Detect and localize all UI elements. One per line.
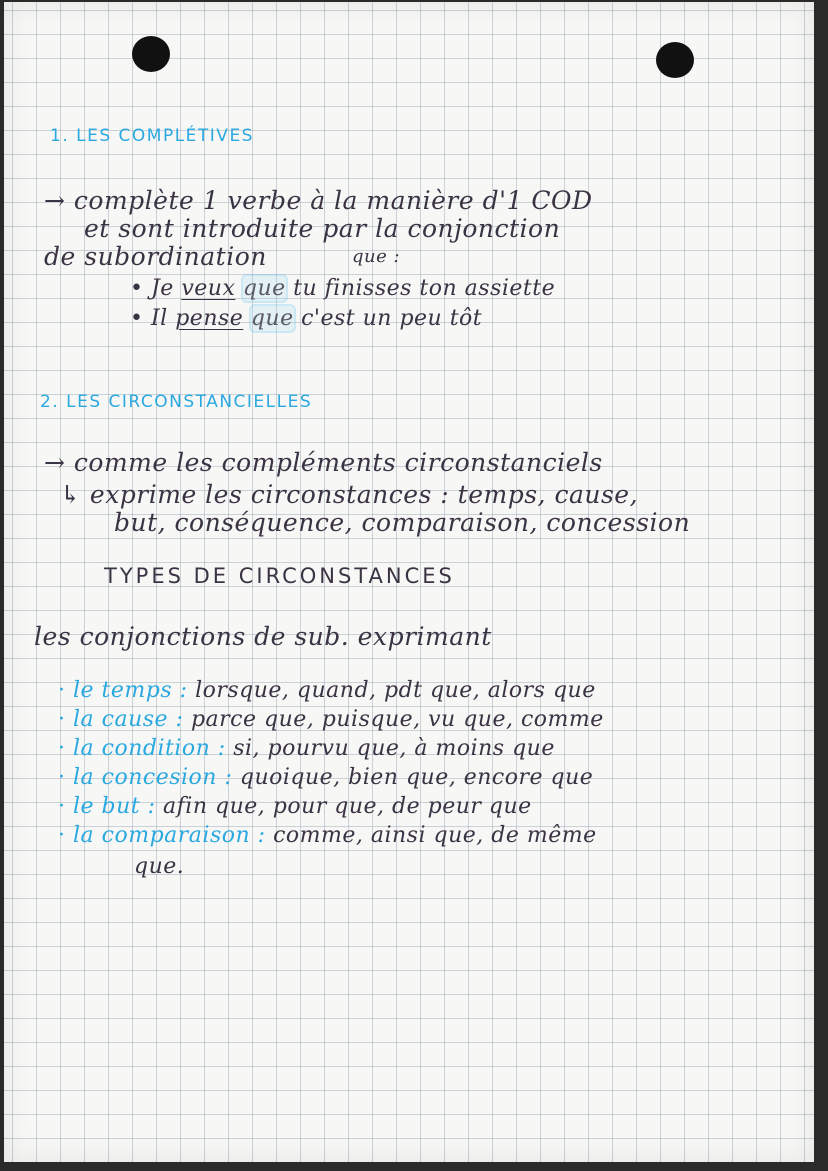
bullet: ·: [58, 678, 66, 703]
types-title: TYPES DE CIRCONSTANCES: [104, 564, 455, 588]
text-line: ↳ exprime les circonstances : temps, cause,: [60, 480, 639, 509]
bullet: •: [130, 276, 144, 301]
bullet: ·: [58, 736, 66, 761]
conjunction-item: [58, 736, 555, 761]
intro-line: les conjonctions de sub. exprimant: [34, 622, 492, 651]
conjunction-label: la concesion :: [73, 765, 233, 790]
punch-hole: [656, 42, 694, 78]
example-item: [130, 276, 555, 301]
conjunction-item: [58, 678, 596, 703]
conjunction-values: si, pourvu que, à moins que: [233, 736, 555, 761]
que-note: que :: [352, 246, 401, 267]
conjunction-item: [58, 823, 597, 848]
conjunction-values: parce que, puisque, vu que, comme: [190, 707, 604, 732]
conjunction-values: quoique, bien que, encore que: [239, 765, 594, 790]
verb: veux: [181, 276, 236, 301]
text-line: de subordination: [44, 242, 267, 271]
conjunction-label: la cause :: [73, 707, 184, 732]
conjunction-label: le temps :: [73, 678, 188, 703]
section-title-circonstancielles: 2. LES CIRCONSTANCIELLES: [40, 392, 313, 412]
que-highlight: que: [242, 276, 286, 301]
conjunction-item: [58, 765, 593, 790]
rest: tu finisses ton assiette: [293, 276, 556, 301]
subject: Il: [150, 306, 168, 331]
conjunction-values: afin que, pour que, de peur que: [163, 794, 532, 819]
conjunction-label: la comparaison :: [73, 823, 266, 848]
conjunction-item: [58, 707, 604, 732]
conjunction-label: la condition :: [73, 736, 226, 761]
text-line: but, conséquence, comparaison, concession: [114, 508, 691, 537]
subject: Je: [150, 276, 174, 301]
conjunction-values: lorsque, quand, pdt que, alors que: [195, 678, 596, 703]
bullet: ·: [58, 823, 66, 848]
conjunction-item: [58, 794, 532, 819]
rest: c'est un peu tôt: [301, 306, 483, 331]
conjunction-label: le but :: [73, 794, 156, 819]
text-line: → comme les compléments circonstanciels: [44, 448, 603, 477]
section-title-completives: 1. LES COMPLÉTIVES: [50, 126, 254, 146]
text-line: et sont introduite par la conjonction: [84, 214, 561, 243]
example-item: [130, 306, 482, 331]
bullet: •: [130, 306, 144, 331]
bullet: ·: [58, 765, 66, 790]
text-line: que.: [134, 854, 185, 879]
bullet: ·: [58, 794, 66, 819]
verb: pense: [175, 306, 244, 331]
bullet: ·: [58, 707, 66, 732]
conjunction-values: comme, ainsi que, de même: [273, 823, 597, 848]
notebook-page: [4, 2, 814, 1162]
que-highlight: que: [250, 306, 294, 331]
punch-hole: [132, 36, 170, 72]
text-line: → complète 1 verbe à la manière d'1 COD: [44, 186, 593, 215]
